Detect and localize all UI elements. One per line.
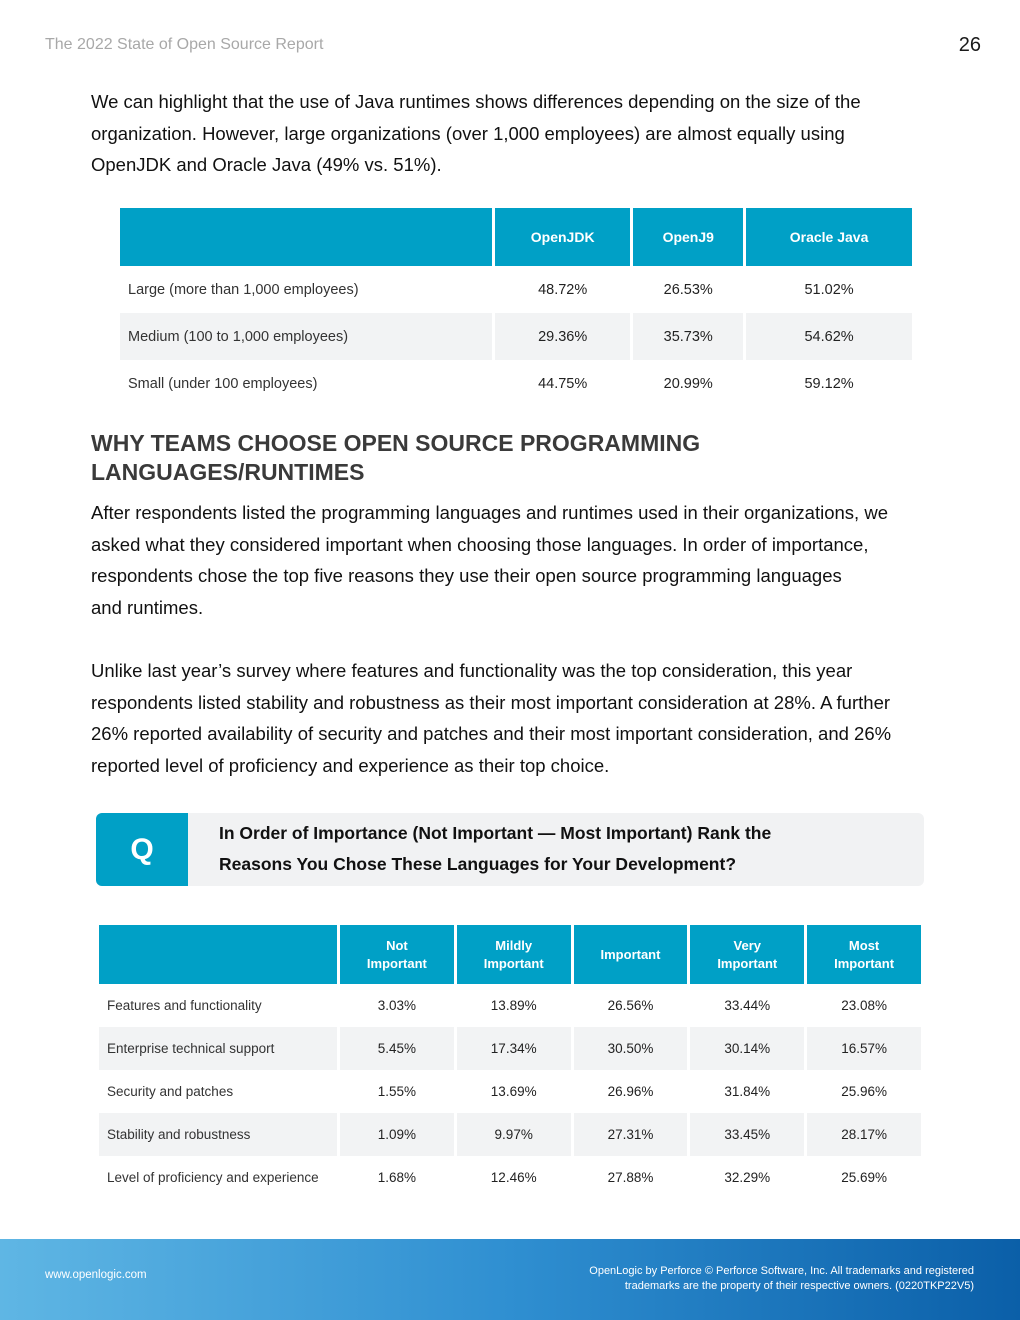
table-cell: 26.53% — [663, 281, 713, 298]
table-cell: 16.57% — [807, 1027, 921, 1070]
table-cell: 54.62% — [746, 313, 912, 360]
table-cell: 20.99% — [663, 375, 713, 392]
table-cell: 26.96% — [607, 1084, 654, 1099]
heading-line: WHY TEAMS CHOOSE OPEN SOURCE PROGRAMMING — [91, 430, 701, 456]
table-cell: 12.46% — [490, 1170, 537, 1185]
question-line: In Order of Importance (Not Important — Most Important) Rank the — [219, 823, 772, 843]
question-box — [96, 813, 924, 886]
row-label: Small (under 100 employees) — [128, 375, 318, 392]
question-text — [219, 818, 879, 880]
question-line: Reasons You Chose These Languages for Your Development? — [219, 854, 737, 874]
table-cell: 1.09% — [340, 1113, 454, 1156]
intro-line: organization. However, large organizations (over 1,000 employees) are almost equally using — [91, 122, 845, 144]
row-label: Medium (100 to 1,000 employees) — [120, 313, 492, 360]
table-cell: 13.89% — [490, 998, 537, 1013]
table-row — [99, 1156, 921, 1199]
table-cell: 28.17% — [807, 1113, 921, 1156]
table-row — [99, 1113, 921, 1156]
footer-legal — [534, 1264, 974, 1294]
paragraph-line: 26% reported availability of security and patches and their most important consideration, and 26% — [91, 723, 892, 744]
section-paragraph-1 — [91, 497, 931, 623]
table-cell: 59.12% — [804, 375, 854, 392]
paragraph-line: After respondents listed the programming languages and runtimes used in their organizations, we — [91, 502, 888, 523]
table-cell: 30.14% — [690, 1027, 804, 1070]
table-cell: 44.75% — [538, 375, 588, 392]
page-number: 26 — [958, 34, 981, 56]
table-row — [120, 313, 912, 360]
intro-line: We can highlight that the use of Java runtimes shows differences depending on the size of the — [91, 91, 861, 112]
table-cell: 25.96% — [841, 1084, 887, 1099]
table-cell: 1.55% — [377, 1084, 417, 1099]
table-cell: 27.31% — [574, 1113, 688, 1156]
runtime-table — [117, 208, 915, 407]
intro-line: OpenJDK and Oracle Java (49% vs. 51%). — [91, 154, 442, 175]
header-cell: OpenJ9 — [633, 208, 743, 266]
table-cell: 3.03% — [377, 998, 417, 1013]
footer — [0, 1239, 1020, 1320]
legal-line: trademarks are the property of their respective owners. (0220TKP22V5) — [624, 1280, 974, 1292]
table-cell: 13.69% — [490, 1084, 537, 1099]
paragraph-line: asked what they considered important when choosing those languages. In order of importance, — [91, 533, 869, 555]
table-row — [120, 360, 912, 407]
intro-paragraph — [91, 86, 931, 181]
table-cell: 33.45% — [690, 1113, 804, 1156]
table-cell: 9.97% — [457, 1113, 571, 1156]
section-heading — [91, 429, 891, 487]
paragraph-line: respondents chose the top five reasons they use their open source programming languages — [91, 565, 842, 586]
table-row — [99, 984, 921, 1027]
header-cell — [120, 208, 492, 266]
table-cell: 35.73% — [633, 313, 743, 360]
importance-table — [96, 925, 924, 1199]
row-label: Level of proficiency and experience — [107, 1170, 319, 1185]
table-cell: 30.50% — [574, 1027, 688, 1070]
table-cell: 48.72% — [538, 281, 588, 298]
table-cell: 5.45% — [340, 1027, 454, 1070]
table-header-row — [99, 925, 921, 984]
paragraph-line: reported level of proficiency and experience as their top choice. — [91, 754, 610, 776]
paragraph-line: and runtimes. — [91, 596, 204, 618]
question-badge: Q — [96, 813, 188, 886]
table-cell: 29.36% — [495, 313, 630, 360]
row-label: Enterprise technical support — [99, 1027, 337, 1070]
legal-line: OpenLogic by Perforce © Perforce Software, Inc. All trademarks and registered — [589, 1265, 974, 1277]
paragraph-line: Unlike last year’s survey where features and functionality was the top consideration, this year — [91, 660, 853, 681]
table-row — [120, 266, 912, 313]
header-cell: Oracle Java — [746, 208, 912, 266]
row-label: Features and functionality — [107, 998, 262, 1013]
footer-link[interactable]: www.openlogic.com — [45, 1269, 147, 1281]
table-row — [99, 1027, 921, 1070]
table-cell: 25.69% — [841, 1170, 887, 1185]
table-cell: 23.08% — [841, 998, 887, 1013]
table-cell: 31.84% — [724, 1084, 771, 1099]
header-cell — [99, 925, 337, 984]
section-paragraph-2 — [91, 655, 931, 781]
heading-line: LANGUAGES/RUNTIMES — [91, 459, 365, 485]
row-label: Large (more than 1,000 employees) — [128, 281, 359, 298]
table-cell: 32.29% — [724, 1170, 771, 1185]
header-cell: Most Important — [807, 925, 921, 984]
table-cell: 51.02% — [804, 281, 854, 298]
table-cell: 33.44% — [724, 998, 771, 1013]
table-header-row — [120, 208, 912, 266]
header-title: The 2022 State of Open Source Report — [45, 36, 324, 53]
header-cell: Mildly Important — [457, 925, 571, 984]
row-label: Stability and robustness — [99, 1113, 337, 1156]
header-cell: Not Important — [340, 925, 454, 984]
row-label: Security and patches — [107, 1084, 234, 1099]
table-cell: 1.68% — [377, 1170, 417, 1185]
table-cell: 26.56% — [607, 998, 654, 1013]
paragraph-line: respondents listed stability and robustness as their most important consideration at 28%. A further — [91, 691, 891, 713]
table-cell: 17.34% — [457, 1027, 571, 1070]
header-cell: OpenJDK — [495, 208, 630, 266]
table-cell: 27.88% — [607, 1170, 654, 1185]
table-row — [99, 1070, 921, 1113]
header-cell: Important — [574, 925, 688, 984]
header-cell: Very Important — [690, 925, 804, 984]
